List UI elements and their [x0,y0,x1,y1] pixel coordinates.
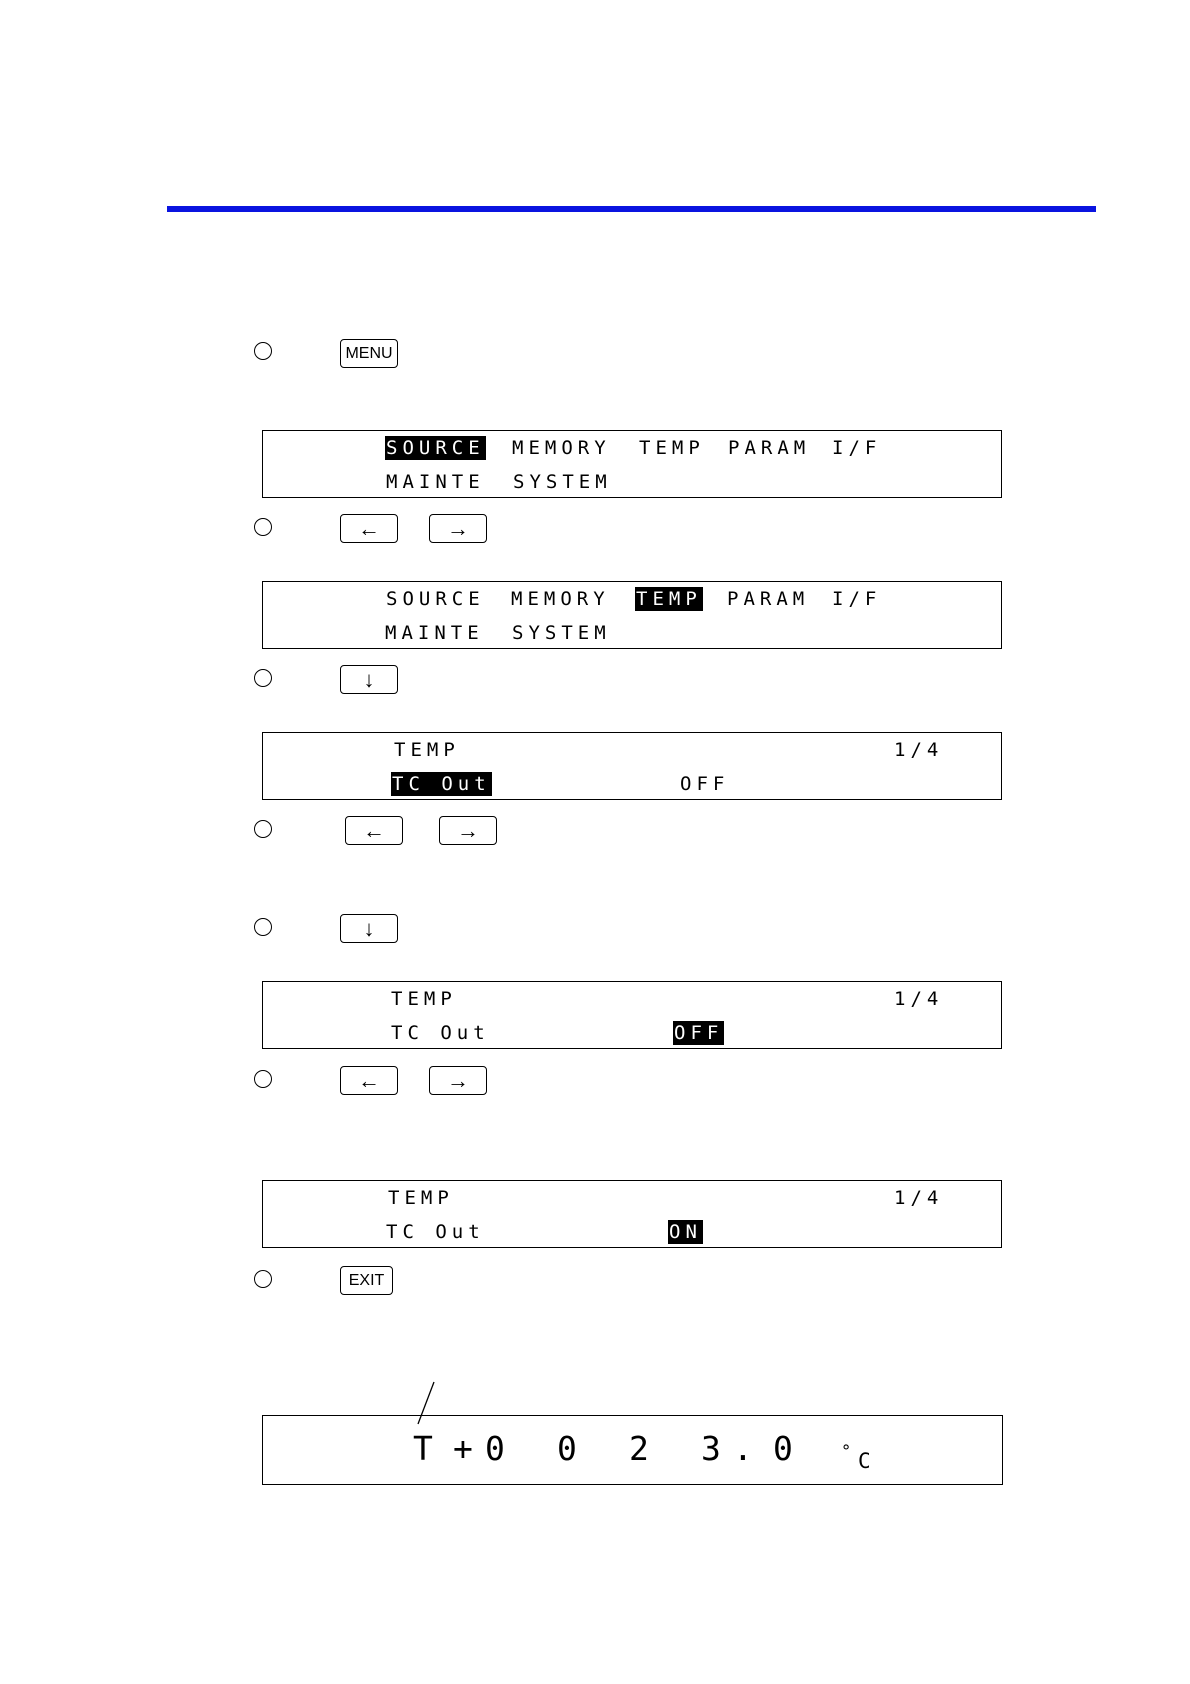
step-3-bullet-icon [254,669,272,687]
temp-title: TEMP [388,1187,454,1209]
tc-out-value: ON [669,1221,702,1243]
right-arrow-key[interactable]: → [429,514,487,543]
display-digit: 0 [485,1429,505,1468]
right-arrow-key[interactable]: → [439,816,497,845]
menu-item-memory: MEMORY [511,588,610,610]
display-sign: + [453,1429,473,1468]
menu-item-mainte: MAINTE [386,471,485,493]
left-arrow-key[interactable]: ← [345,816,403,845]
tc-out-label: TC Out [392,773,491,795]
exit-key[interactable]: EXIT [340,1266,393,1295]
menu-item-temp: TEMP [636,588,702,610]
tc-out-label: TC Out [386,1221,485,1243]
menu-item-temp: TEMP [639,437,705,459]
temp-title: TEMP [394,739,460,761]
page-indicator: 1/4 [894,1187,944,1209]
menu-item-memory: MEMORY [512,437,611,459]
menu-item-system: SYSTEM [513,471,612,493]
menu-item-source: SOURCE [386,437,485,459]
tc-out-value: OFF [674,1022,724,1044]
temp-title: TEMP [391,988,457,1010]
display-digit: 2 [629,1429,649,1468]
display-unit-c: C [858,1449,871,1473]
lcd-temp-off-selected [262,981,1002,1049]
step-2-bullet-icon [254,518,272,536]
menu-item-if: I/F [832,588,882,610]
display-prefix-t: T [413,1429,433,1468]
menu-item-mainte: MAINTE [385,622,484,644]
display-decimal-point: . [733,1429,753,1468]
display-digit: 3 [701,1429,721,1468]
menu-item-param: PARAM [728,437,811,459]
menu-item-source: SOURCE [386,588,485,610]
down-arrow-key[interactable]: ↓ [340,914,398,943]
step-1-bullet-icon [254,342,272,360]
left-arrow-key[interactable]: ← [340,1066,398,1095]
display-digit: 0 [773,1429,793,1468]
step-7-bullet-icon [254,1270,272,1288]
lcd-menu-temp-selected [262,581,1002,649]
menu-item-param: PARAM [727,588,810,610]
page-indicator: 1/4 [894,739,944,761]
down-arrow-key[interactable]: ↓ [340,665,398,694]
step-6-bullet-icon [254,1070,272,1088]
lcd-temp-tcout-selected [262,732,1002,800]
menu-item-system: SYSTEM [512,622,611,644]
left-arrow-key[interactable]: ← [340,514,398,543]
display-unit-degree: ° [841,1442,852,1462]
step-4-bullet-icon [254,820,272,838]
lcd-temp-on-selected [262,1180,1002,1248]
menu-item-if: I/F [832,437,882,459]
menu-key[interactable]: MENU [340,339,398,368]
lcd-temperature-display [262,1415,1003,1485]
header-rule [167,206,1096,212]
tc-out-value: OFF [680,773,730,795]
display-digit: 0 [557,1429,577,1468]
lcd-menu-source-selected [262,430,1002,498]
step-5-bullet-icon [254,918,272,936]
tc-out-label: TC Out [391,1022,490,1044]
right-arrow-key[interactable]: → [429,1066,487,1095]
page-indicator: 1/4 [894,988,944,1010]
